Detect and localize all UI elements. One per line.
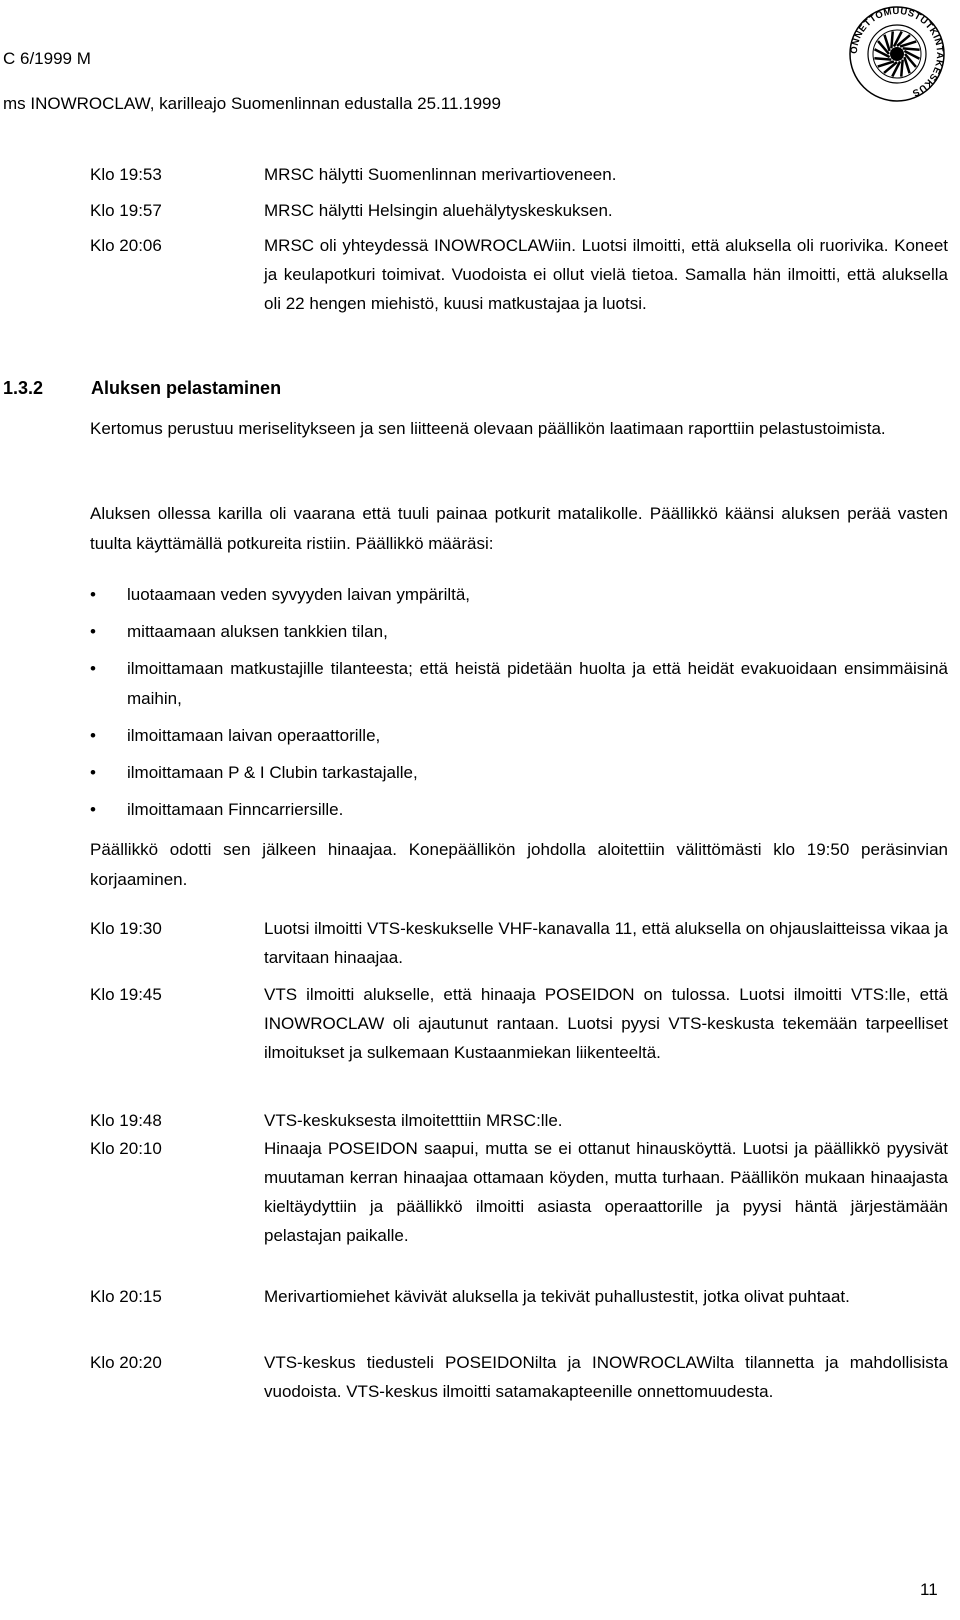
document-code: C 6/1999 M bbox=[3, 49, 91, 68]
entry-text: Hinaaja POSEIDON saapui, mutta se ei ottanut hinausköyttä. Luotsi ja päällikkö pyysivät muutaman kerran hinaajaa ottamaan köyden, mutta turhaan. Päällikön mukaan hinaajasta kieltäydyttiin ja päällikkö ilmoitti asiasta operaattorille ja pyysi häntä järjestämään pelastajan paikalle. bbox=[264, 1139, 948, 1245]
bullet-icon: • bbox=[90, 726, 96, 745]
bullet-icon: • bbox=[90, 763, 96, 782]
entry-text: Luotsi ilmoitti VTS-keskukselle VHF-kanavalla 11, että aluksella on ohjauslaitteissa vikaa ja tarvitaan hinaajaa. bbox=[264, 919, 948, 967]
entry-time: Klo 19:53 bbox=[90, 165, 162, 184]
entry-time: Klo 19:30 bbox=[90, 919, 162, 938]
bullet-icon: • bbox=[90, 800, 96, 819]
list-item bbox=[90, 758, 948, 788]
page-number: 11 bbox=[920, 1580, 938, 1599]
list-item-text: luotaamaan veden syvyyden laivan ympäriltä, bbox=[127, 585, 471, 604]
entry-text: MRSC oli yhteydessä INOWROCLAWiin. Luotsi ilmoitti, että aluksella oli ruorivika. Koneet ja keulapotkuri toimivat. Vuodoista ei ollut vielä tietoa. Samalla hän ilmoitti, että aluksella oli 22 hengen miehistö, kuusi matkustajaa ja luotsi. bbox=[264, 236, 948, 313]
list-item bbox=[90, 795, 948, 825]
section-number: 1.3.2 bbox=[3, 378, 44, 398]
orders-list bbox=[90, 580, 948, 832]
entry-text: MRSC hälytti Suomenlinnan merivartioveneen. bbox=[264, 165, 617, 184]
list-item-text: ilmoittamaan Finncarriersille. bbox=[127, 800, 344, 819]
entry-text: MRSC hälytti Helsingin aluehälytyskeskuksen. bbox=[264, 201, 613, 220]
list-item bbox=[90, 580, 948, 610]
entry-time: Klo 19:57 bbox=[90, 201, 162, 220]
list-item bbox=[90, 721, 948, 751]
paragraph-intro: Kertomus perustuu meriselitykseen ja sen liitteenä olevaan päällikön laatimaan raporttiin pelastustoimista. bbox=[90, 419, 886, 438]
entry-time: Klo 20:15 bbox=[90, 1287, 162, 1306]
entry-time: Klo 19:45 bbox=[90, 985, 162, 1004]
entry-text: VTS ilmoitti alukselle, että hinaaja POSEIDON on tulossa. Luotsi ilmoitti VTS:lle, että INOWROCLAW oli ajautunut rantaan. Luotsi pyysi VTS-keskusta tekemään tarpeelliset ilmoitukset ja sulkemaan Kustaanmiekan liikenteeltä. bbox=[264, 985, 948, 1062]
entry-text: Merivartiomiehet kävivät aluksella ja tekivät puhallustestit, jotka olivat puhtaat. bbox=[264, 1287, 850, 1306]
list-item bbox=[90, 654, 948, 714]
entry-time: Klo 20:06 bbox=[90, 236, 162, 255]
paragraph-waiting: Päällikkö odotti sen jälkeen hinaajaa. Konepäällikön johdolla aloitettiin välittömästi klo 19:50 peräsinvian korjaaminen. bbox=[90, 840, 948, 889]
paragraph-orders: Aluksen ollessa karilla oli vaarana että tuuli painaa potkurit matalikolle. Päällikkö käänsi aluksen perää vasten tuulta käyttämällä potkureita ristiin. Päällikkö määräsi: bbox=[90, 504, 948, 553]
bullet-icon: • bbox=[90, 659, 96, 678]
entry-text: VTS-keskuksesta ilmoitetttiin MRSC:lle. bbox=[264, 1111, 563, 1130]
bullet-icon: • bbox=[90, 585, 96, 604]
entry-time: Klo 19:48 bbox=[90, 1111, 162, 1130]
list-item bbox=[90, 617, 948, 647]
list-item-text: ilmoittamaan matkustajille tilanteesta; että heistä pidetään huolta ja että heidät evakuoidaan ensimmäisinä maihin, bbox=[127, 659, 948, 708]
list-item-text: mittaamaan aluksen tankkien tilan, bbox=[127, 622, 388, 641]
entry-text: VTS-keskus tiedusteli POSEIDONilta ja INOWROCLAWilta tilannetta ja mahdollisista vuodoista. VTS-keskus ilmoitti satamakapteenille onnettomuudesta. bbox=[264, 1353, 948, 1401]
entry-time: Klo 20:20 bbox=[90, 1353, 162, 1372]
document-subtitle: ms INOWROCLAW, karilleajo Suomenlinnan edustalla 25.11.1999 bbox=[3, 94, 501, 113]
bullet-icon: • bbox=[90, 622, 96, 641]
entry-time: Klo 20:10 bbox=[90, 1139, 162, 1158]
list-item-text: ilmoittamaan laivan operaattorille, bbox=[127, 726, 381, 745]
list-item-text: ilmoittamaan P & I Clubin tarkastajalle, bbox=[127, 763, 418, 782]
investigation-board-seal-logo bbox=[847, 4, 947, 104]
section-title: Aluksen pelastaminen bbox=[91, 378, 282, 398]
svg-text:ONNETTOMUUSTUTKINTAKESKUS: ONNETTOMUUSTUTKINTAKESKUS bbox=[848, 5, 946, 99]
